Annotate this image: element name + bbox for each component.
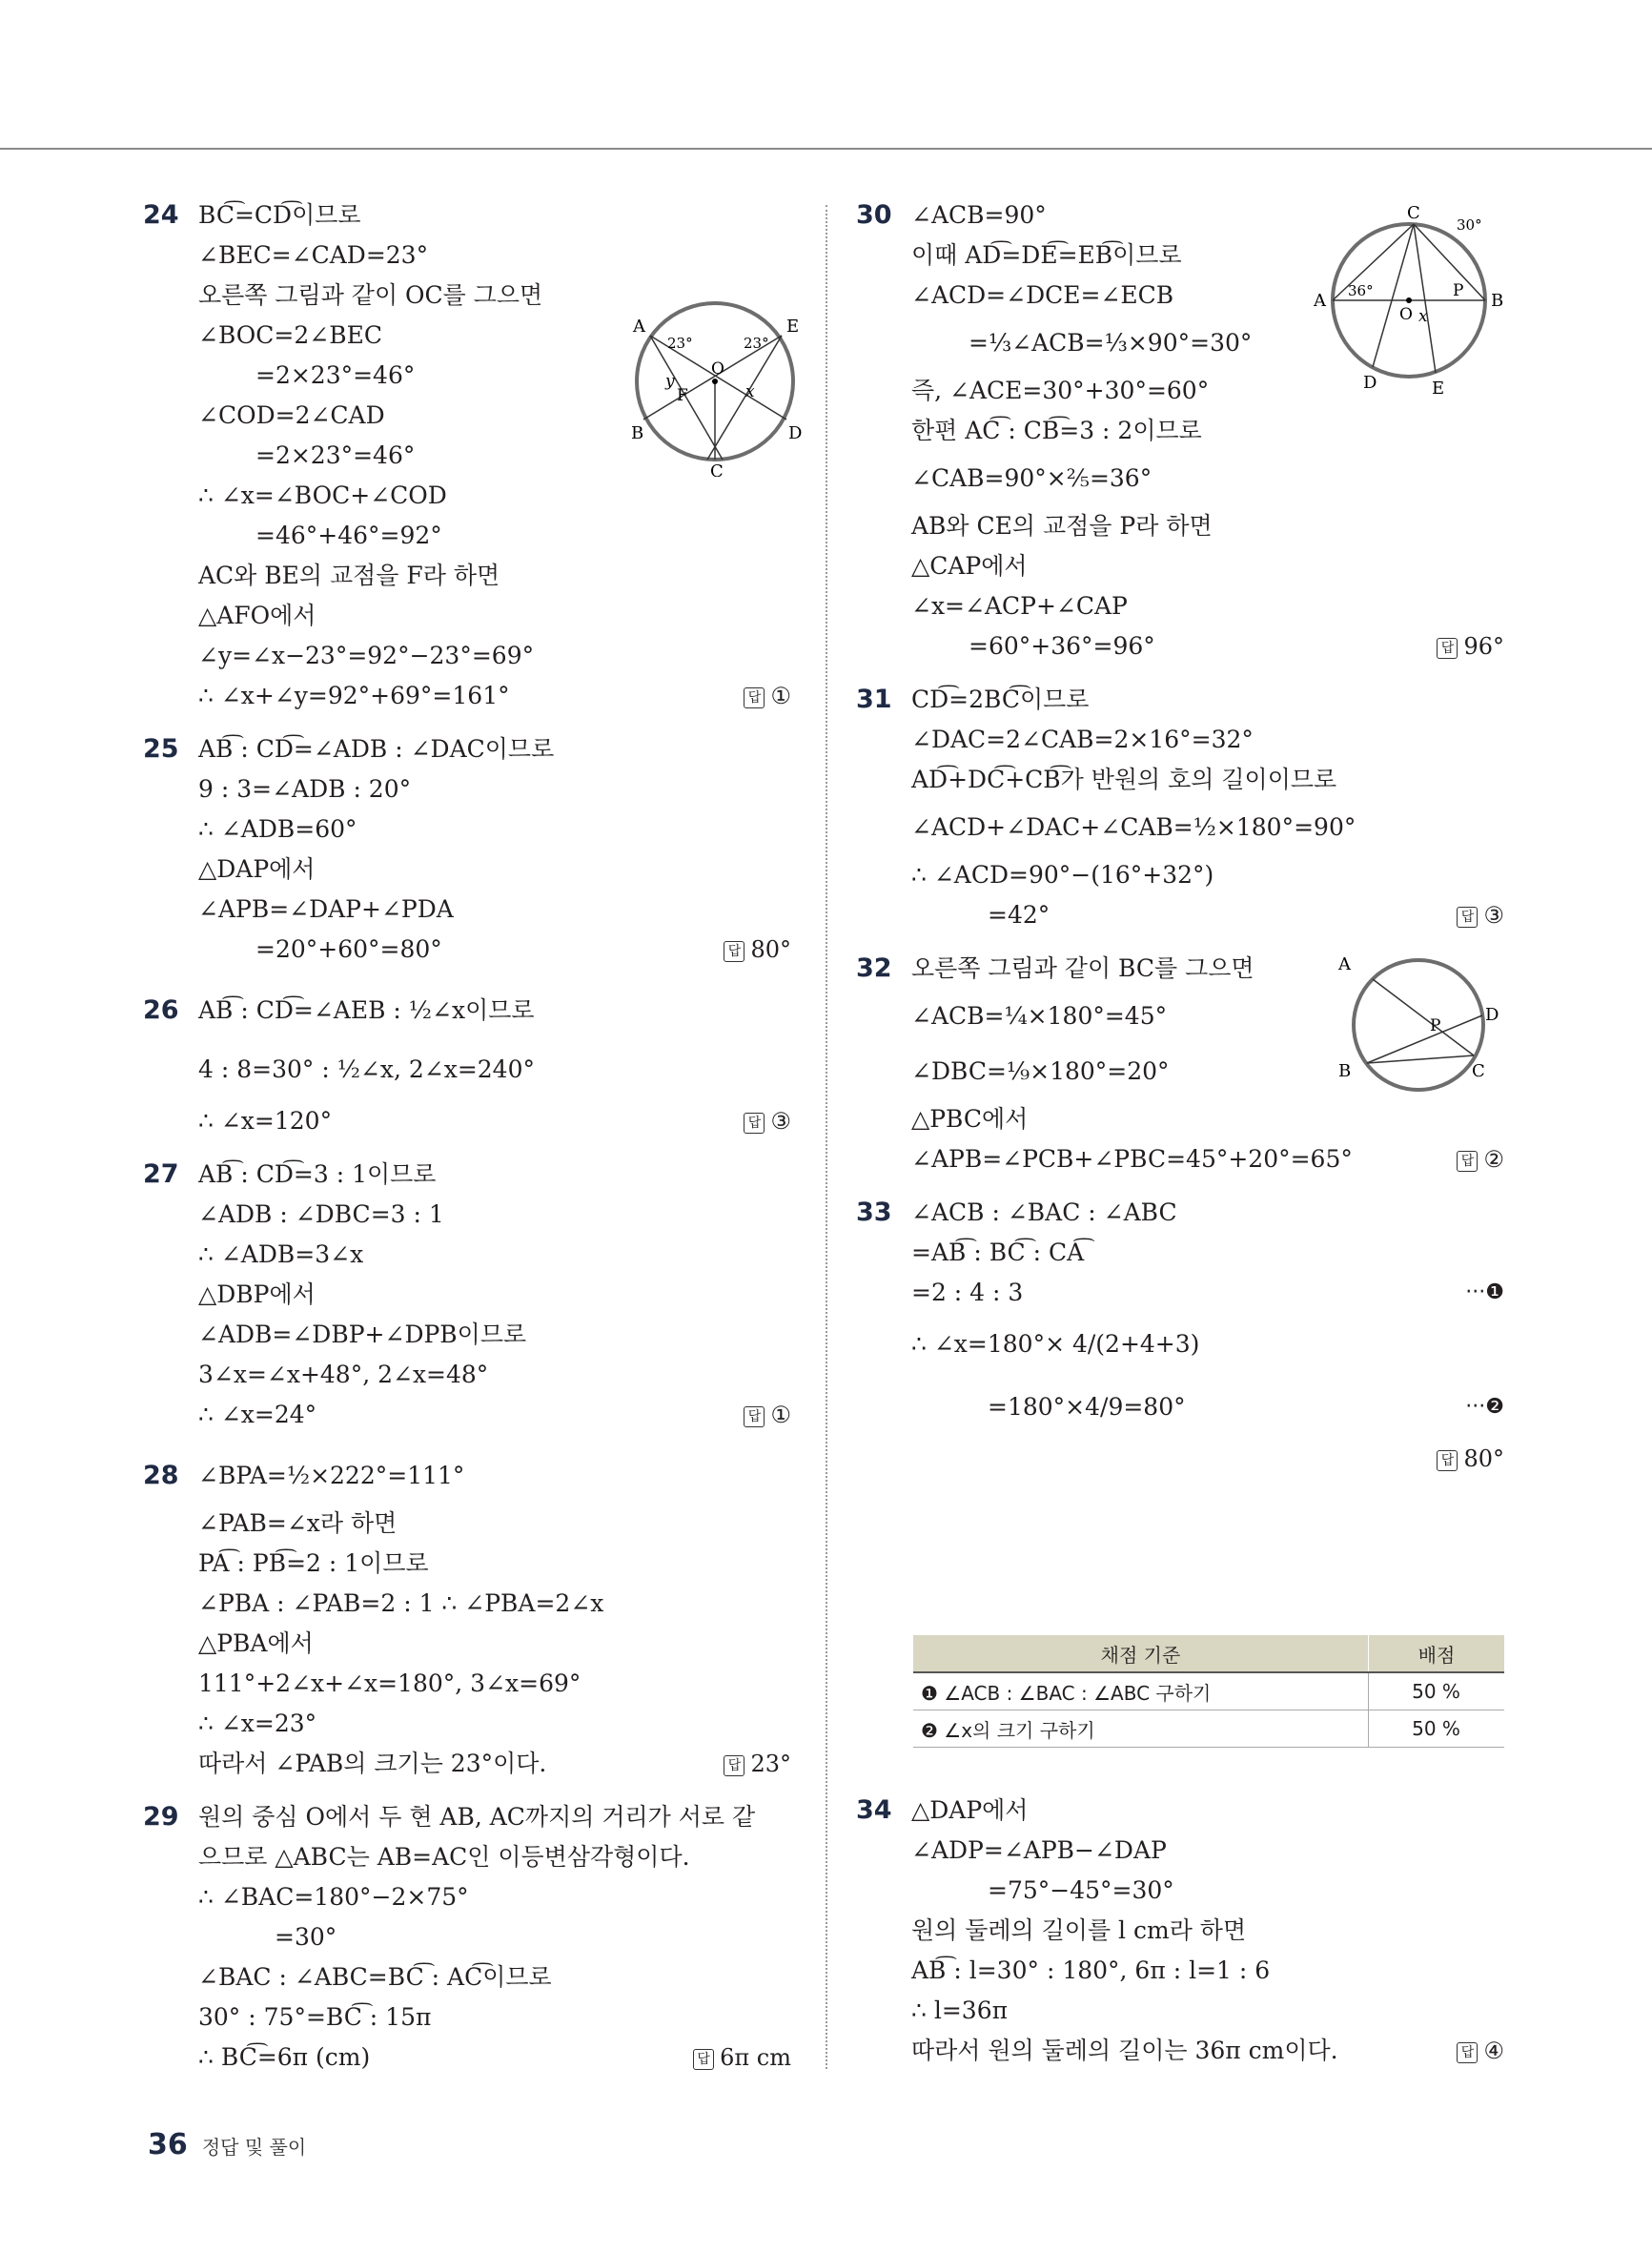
solution-line: ∠ADB : ∠DBC=3 : 1 (198, 1200, 444, 1228)
solution-line: △CAP에서 (911, 552, 1028, 580)
solution-line: =AB͡ : BC͡ : CA͡ (911, 1239, 1085, 1266)
problem-number: 33 (856, 1198, 892, 1227)
answer: 답 ② (1457, 1139, 1504, 1179)
step-mark: ···❶ (1465, 1280, 1504, 1304)
footer-label: 정답 및 풀이 (201, 2136, 307, 2159)
solution-line: AD͡+DC͡+CB͡가 반원의 호의 길이이므로 (911, 766, 1337, 793)
solution-line: ∴ ∠x=120° 답 ③ (198, 1101, 791, 1141)
solution-line: BC͡=CD͡이므로 (198, 201, 361, 229)
solution-line: =75°−45°=30° (988, 1876, 1174, 1904)
table-header-cell: 채점 기준 (913, 1635, 1369, 1672)
answer: 답 ③ (1457, 895, 1504, 935)
solution-line: 원의 둘레의 길이를 l cm라 하면 (911, 1916, 1247, 1944)
solution-line: △DAP에서 (911, 1796, 1029, 1824)
solution-line: ∴ ∠ACD=90°−(16°+32°) (911, 861, 1214, 889)
problem-number: 28 (143, 1461, 179, 1490)
solution-line: 따라서 ∠PAB의 크기는 23°이다. 답 23° (198, 1744, 791, 1784)
solution-line: ∠APB=∠PCB+∠PBC=45°+20°=65° 답 ② (911, 1139, 1504, 1179)
solution-line: ∠ACD+∠DAC+∠CAB=½×180°=90° (911, 813, 1356, 841)
problem-number: 24 (143, 200, 179, 230)
problem-24 (143, 195, 803, 716)
problem-number: 26 (143, 995, 179, 1025)
solution-line: ∠ADP=∠APB−∠DAP (911, 1836, 1167, 1864)
solution-line: ∠CAB=90°×⅖=36° (911, 464, 1152, 492)
grading-table (913, 1635, 1504, 1748)
answer-icon: 답 (724, 941, 744, 962)
solution-line: 9 : 3=∠ADB : 20° (198, 775, 412, 803)
solution-line: ∴ ∠ADB=3∠x (198, 1240, 364, 1268)
problem-29 (143, 1797, 791, 2078)
solution-line: =60°+36°=96° 답 96° (911, 626, 1504, 666)
solution-line: PA͡ : PB͡=2 : 1이므로 (198, 1549, 429, 1577)
solution-line: =20°+60°=80° 답 80° (198, 930, 791, 970)
label-D: D (788, 423, 803, 443)
solution-line: ∠BAC : ∠ABC=BC͡ : AC͡이므로 (198, 1963, 552, 1991)
solution-line: ∠DAC=2∠CAB=2×16°=32° (911, 726, 1254, 753)
label-D: D (1485, 1005, 1499, 1025)
header-rule (0, 148, 1652, 150)
label-O: O (711, 359, 724, 379)
problem-31 (856, 680, 1504, 935)
answer-icon: 답 (744, 1406, 765, 1427)
label-C: C (1472, 1061, 1485, 1081)
answer-icon: 답 (1437, 1450, 1458, 1471)
label-A: A (1338, 954, 1351, 974)
solution-line: AB͡ : CD͡=∠ADB : ∠DAC이므로 (198, 735, 555, 763)
problem-number: 30 (856, 200, 892, 230)
solution-line: =46°+46°=92° (255, 522, 442, 549)
solution-line: ∠ADB=∠DBP+∠DPB이므로 (198, 1321, 527, 1348)
answer: 답 ③ (744, 1101, 791, 1141)
table-row (913, 1672, 1504, 1710)
solution-line: =42° 답 ③ (911, 895, 1504, 935)
solution-line: 따라서 원의 둘레의 길이는 36π cm이다. 답 ④ (911, 2031, 1504, 2071)
page-footer (148, 2128, 306, 2161)
solution-line: △AFO에서 (198, 602, 316, 629)
solution-line: △DBP에서 (198, 1280, 316, 1308)
solution-line: 30° : 75°=BC͡ : 15π (198, 2003, 432, 2031)
solution-line: ∴ ∠BAC=180°−2×75° (198, 1883, 469, 1911)
solution-line: 즉, ∠ACE=30°+30°=60° (911, 377, 1210, 404)
answer: 답 80° (1437, 1439, 1504, 1479)
answer-icon: 답 (1457, 2042, 1478, 2063)
answer: 답 96° (1437, 626, 1504, 666)
solution-line: CD͡=2BC͡이므로 (911, 686, 1090, 713)
problem-30 (856, 195, 1504, 666)
solution-line: ∠BPA=½×222°=111° (198, 1462, 465, 1489)
solution-line: 한편 AC͡ : CB͡=3 : 2이므로 (911, 417, 1202, 444)
solution-line: =2×23°=46° (255, 361, 416, 389)
angle-label: 23° (744, 335, 769, 352)
solution-line: 오른쪽 그림과 같이 OC를 그으면 (198, 281, 543, 309)
problem-number: 32 (856, 953, 892, 983)
answer: 답 6π cm (693, 2038, 791, 2078)
table-cell: 50 % (1369, 1672, 1505, 1710)
solution-line: ∴ ∠x+∠y=92°+69°=161° 답 ① (198, 676, 791, 716)
solution-line: 4 : 8=30° : ½∠x, 2∠x=240° (198, 1055, 535, 1083)
angle-label: 30° (1457, 216, 1482, 234)
solution-line: AC와 BE의 교점을 F라 하면 (198, 562, 500, 589)
label-E: E (786, 317, 800, 337)
solution-line: ∠BEC=∠CAD=23° (198, 241, 429, 269)
table-cell: ❶ ∠ACB : ∠BAC : ∠ABC 구하기 (913, 1672, 1369, 1710)
problem-34 (856, 1791, 1504, 2071)
problem-number: 27 (143, 1159, 179, 1189)
solution-line: △PBA에서 (198, 1629, 314, 1657)
solution-line: ∠APB=∠DAP+∠PDA (198, 895, 454, 923)
label-B: B (631, 423, 644, 443)
solution-line: ∠y=∠x−23°=92°−23°=69° (198, 642, 535, 669)
label-C: C (710, 461, 724, 477)
answer-icon: 답 (693, 2049, 714, 2070)
label-A: A (1314, 291, 1326, 311)
label-O: O (1399, 305, 1413, 324)
solution-line: AB와 CE의 교점을 P라 하면 (911, 512, 1213, 540)
problem-33 (856, 1193, 1504, 1479)
solution-line: =2 : 4 : 3 ···❶ (911, 1273, 1504, 1313)
solution-line: ∠ACD=∠DCE=∠ECB (911, 281, 1174, 309)
problem-28 (143, 1448, 791, 1784)
solution-line: 이때 AD͡=DE͡=EB͡이므로 (911, 241, 1182, 269)
solution-line: AB͡ : CD͡=3 : 1이므로 (198, 1160, 437, 1188)
solution-line: =180°×4/9=80° ···❷ (911, 1376, 1504, 1439)
solution-line: ∴ ∠x=24° 답 ① (198, 1395, 791, 1435)
problem-25 (143, 729, 791, 970)
label-A: A (633, 317, 645, 337)
solution-line: ∴ ∠x=23° (198, 1710, 317, 1737)
problem-number: 34 (856, 1795, 892, 1825)
solution-line: ∠ACB=¼×180°=45° (911, 1002, 1168, 1030)
solution-line: △PBC에서 (911, 1105, 1029, 1133)
solution-line: AB͡ : CD͡=∠AEB : ½∠x이므로 (198, 996, 535, 1024)
solution-line: ∠ACB=90° (911, 201, 1047, 229)
table-cell: ❷ ∠x의 크기 구하기 (913, 1710, 1369, 1748)
column-divider (826, 205, 827, 2069)
answer-icon: 답 (1437, 638, 1458, 659)
solution-line: 으므로 △ABC는 AB=AC인 이등변삼각형이다. (198, 1843, 690, 1871)
label-B: B (1491, 291, 1504, 311)
solution-line: 3∠x=∠x+48°, 2∠x=48° (198, 1361, 489, 1388)
solution-line: =30° (275, 1923, 337, 1951)
problem-26 (143, 983, 791, 1141)
answer-icon: 답 (744, 1113, 765, 1134)
label-D: D (1363, 373, 1377, 393)
circle-figure-24 (620, 286, 810, 477)
answer-icon: 답 (1457, 1151, 1478, 1172)
label-E: E (1432, 379, 1445, 396)
circle-figure-32 (1333, 949, 1504, 1101)
solution-line: ∠COD=2∠CAD (198, 401, 385, 429)
solution-line: 111°+2∠x+∠x=180°, 3∠x=69° (198, 1669, 581, 1697)
problem-number: 31 (856, 685, 892, 714)
angle-label: 36° (1348, 282, 1374, 299)
solution-line: ∴ BC͡=6π (cm) 답 6π cm (198, 2038, 791, 2078)
problem-32 (856, 949, 1504, 1179)
label-F: F (677, 386, 688, 405)
table-header (913, 1635, 1504, 1672)
angle-label: 23° (667, 335, 693, 352)
solution-line: ∴ ∠x=180°× 4/(2+4+3) (911, 1330, 1200, 1358)
solution-line: 오른쪽 그림과 같이 BC를 그으면 (911, 954, 1254, 982)
problem-27 (143, 1155, 791, 1435)
left-column (143, 195, 803, 2078)
solution-line: AB͡ : l=30° : 180°, 6π : l=1 : 6 (911, 1956, 1271, 1984)
answer: 답 80° (724, 930, 791, 970)
label-P: P (1430, 1016, 1441, 1035)
answer-icon: 답 (744, 687, 765, 708)
solution-line: =2×23°=46° (255, 441, 416, 469)
answer-icon: 답 (1457, 907, 1478, 928)
answer: 답 ① (744, 676, 791, 716)
label-y: y (665, 372, 675, 391)
solution-line: ∠BOC=2∠BEC (198, 321, 382, 349)
solution-line: ∠ACB : ∠BAC : ∠ABC (911, 1198, 1177, 1226)
circle-figure-30 (1314, 205, 1504, 396)
table-cell: 50 % (1369, 1710, 1505, 1748)
right-column-bottom (856, 1791, 1504, 2071)
step-mark: ···❷ (1465, 1395, 1504, 1419)
solution-line: ∠PBA : ∠PAB=2 : 1 ∴ ∠PBA=2∠x (198, 1589, 604, 1617)
problem-number: 25 (143, 734, 179, 764)
solution-line: ∠x=∠ACP+∠CAP (911, 592, 1128, 620)
answer: 답 23° (724, 1744, 791, 1784)
label-P: P (1453, 281, 1464, 300)
problem-number: 29 (143, 1802, 179, 1832)
solution-line: ∠PAB=∠x라 하면 (198, 1509, 398, 1537)
solution-line: ∴ ∠ADB=60° (198, 815, 357, 843)
page-number: 36 (148, 2128, 188, 2161)
label-x: x (1418, 307, 1428, 326)
right-column (856, 195, 1504, 1479)
solution-line: =⅓∠ACB=⅓×90°=30° (969, 329, 1253, 357)
table-row (913, 1710, 1504, 1748)
solution-line (911, 1439, 1504, 1479)
label-B: B (1338, 1061, 1352, 1081)
answer: 답 ④ (1457, 2031, 1504, 2071)
solution-line: ∠DBC=⅑×180°=20° (911, 1057, 1170, 1085)
table-header-cell: 배점 (1369, 1635, 1505, 1672)
label-C: C (1407, 205, 1420, 223)
solution-line: ∴ ∠x=∠BOC+∠COD (198, 481, 447, 509)
answer-icon: 답 (724, 1755, 744, 1776)
solution-line: 원의 중심 O에서 두 현 AB, AC까지의 거리가 서로 같 (198, 1803, 756, 1831)
solution-line: ∴ l=36π (911, 1997, 1009, 2024)
answer: 답 ① (744, 1395, 791, 1435)
solution-line: △DAP에서 (198, 855, 316, 883)
label-x: x (745, 382, 755, 401)
